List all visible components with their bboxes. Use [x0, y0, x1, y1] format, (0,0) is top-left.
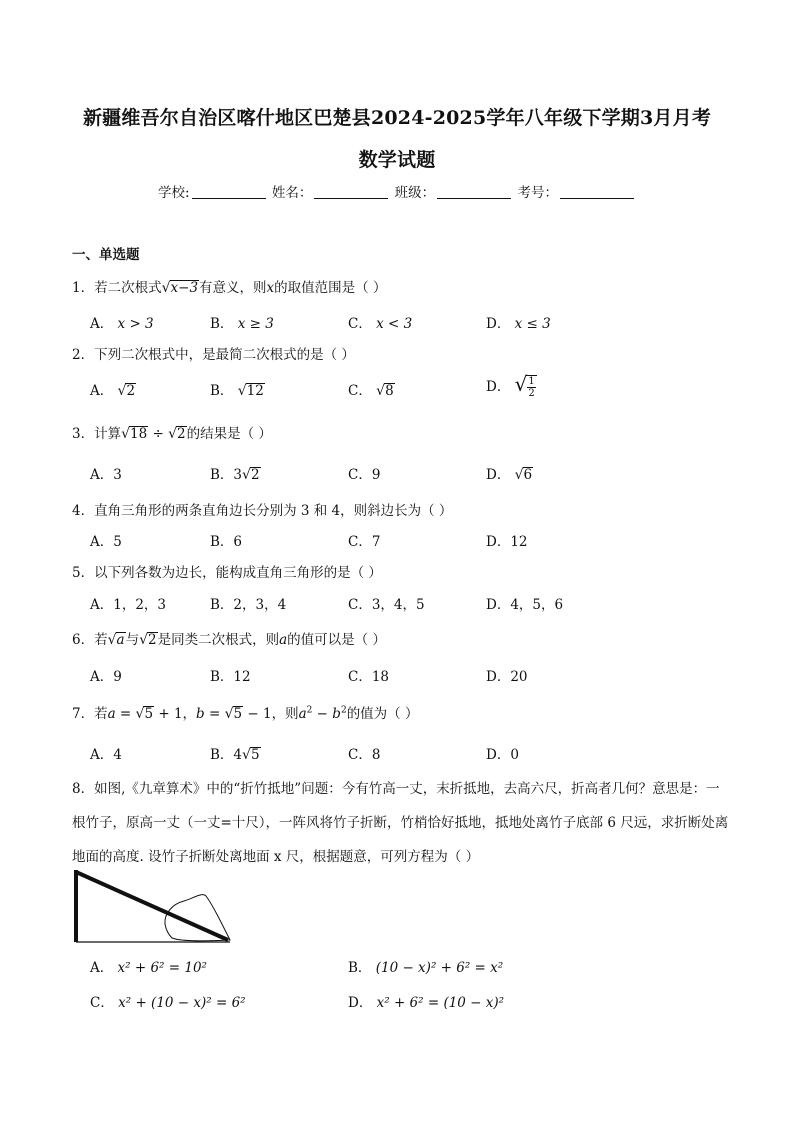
broken-bamboo-diagram — [72, 868, 232, 948]
question-3: 3．计算√18 ÷ √2的结果是（ ） — [72, 426, 272, 442]
radicand: x−3 — [170, 280, 199, 296]
option-d[interactable]: D．0 — [486, 747, 519, 763]
option-b[interactable]: B．12 — [210, 669, 251, 685]
fraction: $\frac{1}{2}$ — [528, 376, 535, 399]
option-b[interactable]: B． x ≥ 3 — [210, 316, 274, 332]
school-blank[interactable] — [192, 198, 266, 199]
option-b[interactable]: B．3√2 — [210, 467, 260, 483]
question-4: 4．直角三角形的两条直角边长分别为 3 和 4，则斜边长为（ ） — [72, 503, 453, 519]
option-c[interactable]: C． x² + (10 − x)² = 6² — [90, 995, 246, 1011]
school-label: 学校: — [158, 185, 190, 201]
option-c[interactable]: C． √8 — [348, 383, 394, 399]
id-label: 考号： — [517, 185, 558, 201]
option-b[interactable]: B．2，3，4 — [210, 597, 287, 613]
option-b[interactable]: B． √12 — [210, 383, 264, 399]
section-heading: 一、单选题 — [72, 247, 140, 263]
question-number: 1． — [72, 280, 95, 296]
name-blank[interactable] — [314, 198, 388, 199]
title-line-2: 数学试题 — [358, 149, 436, 171]
question-7: 7．若a = √5 + 1，b = √5 − 1，则$a^2 - b^2$的值为（ ） — [72, 705, 419, 722]
question-text: 若二次根式 — [94, 280, 162, 296]
title-line-1: 新疆维吾尔自治区喀什地区巴楚县2024-2025学年八年级下学期3月月考 — [82, 107, 712, 129]
student-info-row — [0, 181, 794, 201]
option-b[interactable]: B．4√5 — [210, 747, 260, 763]
name-label: 姓名： — [271, 185, 313, 201]
option-a[interactable]: A． x² + 6² = 10² — [90, 960, 207, 976]
option-a[interactable]: A．3 — [90, 467, 122, 483]
option-d[interactable]: D． x² + 6² = (10 − x)² — [348, 995, 505, 1011]
option-a[interactable]: A．5 — [90, 534, 122, 550]
question-text: 直角三角形的两条直角边长分别为 3 和 4，则斜边长为（ ） — [94, 503, 453, 519]
class-label: 班级： — [394, 185, 436, 201]
option-a[interactable]: A．9 — [90, 669, 122, 685]
option-c[interactable]: C．18 — [348, 669, 390, 685]
option-b[interactable]: B． (10 − x)² + 6² = x² — [348, 960, 504, 976]
option-c[interactable]: C．8 — [348, 747, 381, 763]
option-b[interactable]: B．6 — [210, 534, 243, 550]
option-d[interactable]: D．4，5，6 — [486, 597, 564, 613]
option-a[interactable]: A． x > 3 — [90, 316, 154, 332]
option-c[interactable]: C．9 — [348, 467, 381, 483]
id-blank[interactable] — [560, 198, 634, 199]
question-text: 以下列各数为边长，能构成直角三角形的是（ ） — [94, 565, 382, 581]
question-text: 下列二次根式中，是最简二次根式的是（ ） — [94, 347, 355, 363]
question-5: 5．以下列各数为边长，能构成直角三角形的是（ ） — [72, 565, 382, 581]
option-a[interactable]: A． √2 — [90, 383, 136, 399]
option-d[interactable]: D． x ≤ 3 — [486, 316, 551, 332]
option-d[interactable]: D． √ $\frac{1}{2}$ — [486, 372, 535, 399]
option-a[interactable]: A．1，2，3 — [90, 597, 167, 613]
question-8: 8．如图,《九章算术》中的“折竹抵地”问题：今有竹高一丈，末折抵地，去高六尺，折高者几何？意思是：一根竹子，原高一丈（一丈=十尺），一阵风将竹子折断，竹梢恰好抵地，抵地处离竹子底部 6 尺远，求折断处离地面的高度. 设竹子折断处离地面 x 尺，根据题意，可列方程为（ ） — [72, 781, 729, 865]
option-c[interactable]: C．7 — [348, 534, 381, 550]
option-d[interactable]: D． √6 — [486, 467, 533, 483]
question-1: 1．若二次根式√x−3有意义，则x的取值范围是（ ） — [72, 280, 387, 296]
option-c[interactable]: C． x < 3 — [348, 316, 413, 332]
question-6: 6．若√a与√2是同类二次根式，则a的值可以是（ ） — [72, 632, 386, 648]
question-text: 如图,《九章算术》中的“折竹抵地”问题：今有竹高一丈，末折抵地，去高六尺，折高者几何？意思是：一根竹子，原高一丈（一丈=十尺），一阵风将竹子折断，竹梢恰好抵地，抵地处离竹子底部 6 尺远，求折断处离地面的高度. 设竹子折断处离地面 x 尺，根据题意，可列方程为（ ） — [72, 781, 729, 865]
option-d[interactable]: D．12 — [486, 534, 528, 550]
class-blank[interactable] — [437, 198, 511, 199]
option-c[interactable]: C．3，4，5 — [348, 597, 425, 613]
question-2: 2．下列二次根式中，是最简二次根式的是（ ） — [72, 347, 355, 363]
option-a[interactable]: A．4 — [90, 747, 122, 763]
option-d[interactable]: D．20 — [486, 669, 528, 685]
